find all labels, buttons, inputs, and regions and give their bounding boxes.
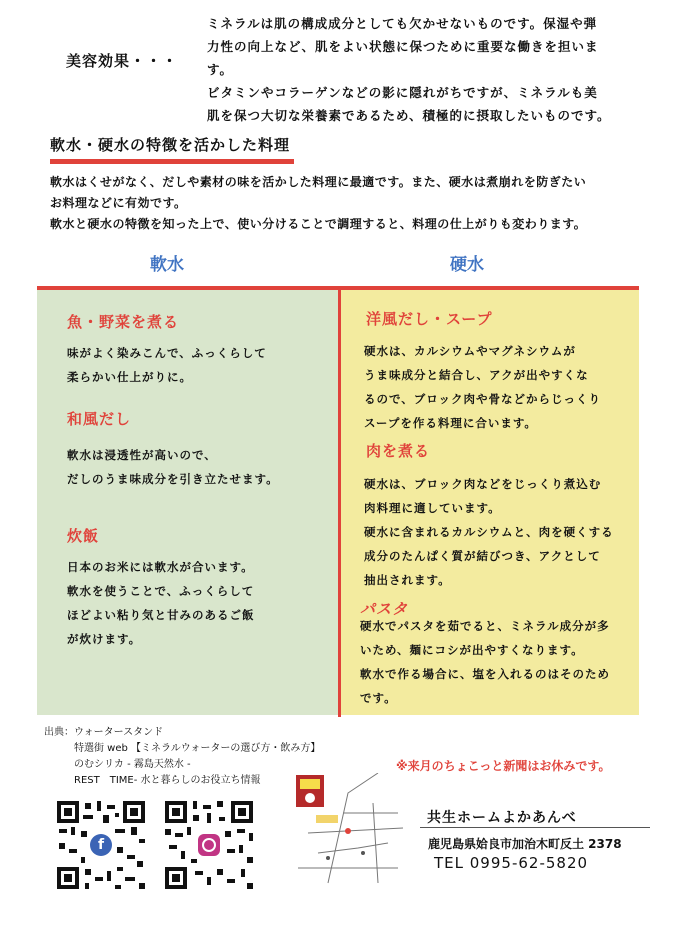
hard-item-line: 硬水でパスタを茹でると、ミネラル成分が多 (360, 619, 610, 633)
sources (44, 725, 320, 789)
beauty-text (207, 12, 662, 127)
beauty-line: ビタミンやコラーゲンなどの影に隠れがちですが、ミネラルも美 (207, 85, 598, 100)
soft-item-line: 柔らかい仕上がりに。 (67, 370, 192, 384)
beauty-line: 力性の向上など、肌をよい状態に保つために重要な働きを担いま (207, 39, 599, 54)
hard-item-line: 硬水は、ブロック肉などをじっくり煮込む (364, 477, 602, 491)
soft-water-heading: 軟水 (150, 255, 184, 275)
soft-item-text (67, 341, 327, 389)
source-line: 特選街 web 【ミネラルウォーターの選び方・飲み方】 (74, 743, 321, 754)
company-name: 共生ホームよかあんべ (427, 810, 577, 826)
intro-line: 軟水はくせがなく、だしや素材の味を活かした料理に最適です。また、硬水は煮崩れを防ぎたい (50, 175, 587, 189)
hard-item-line: 硬水に含まれるカルシウムと、肉を硬くする (364, 525, 614, 539)
soft-item-title: 和風だし (67, 410, 132, 428)
soft-item-line: 味がよく染みこんで、ふっくらして (67, 346, 267, 360)
soft-item-line: ほどよい粘り気と甘みのあるご飯 (67, 608, 255, 622)
section-title: 軟水・硬水の特徴を活かした料理 (50, 134, 294, 164)
source-line: REST TIME- 水と暮らしのお役立ち情報 (74, 775, 261, 786)
beauty-line: す。 (207, 62, 234, 77)
instagram-icon (198, 834, 220, 856)
hard-item-line: スープを作る料理に合います。 (364, 416, 537, 430)
hard-item-line: 肉料理に適しています。 (364, 501, 501, 515)
beauty-label: 美容効果・・・ (66, 52, 179, 70)
hard-item-line: いため、麺にコシが出やすくなります。 (360, 643, 584, 657)
hard-item-text (360, 614, 635, 710)
intro-line: お料理などに有効です。 (50, 196, 187, 210)
hard-item-line: るので、ブロック肉や骨などからじっくり (364, 392, 602, 406)
soft-item-text (67, 555, 327, 651)
qr-code-instagram[interactable] (163, 799, 255, 891)
hard-item-line: うま味成分と結合し、アクが出やすくな (364, 368, 589, 382)
soft-item-title: 炊飯 (67, 527, 100, 545)
notice-text: ※来月のちょこっと新聞はお休みです。 (396, 759, 611, 773)
hard-item-title: 洋風だし・スープ (366, 310, 493, 328)
source-line: のむシリカ - 霧島天然水 - (74, 759, 191, 770)
company-divider (420, 827, 650, 828)
hard-item-title: 肉を煮る (366, 442, 431, 460)
hard-item-line: 抽出されます。 (364, 573, 451, 587)
soft-item-line: 軟水を使うことで、ふっくらして (67, 584, 255, 598)
beauty-line: ミネラルは肌の構成成分としても欠かせないものです。保湿や弾 (207, 16, 598, 31)
section-intro (50, 172, 650, 235)
company-address: 鹿児島県姶良市加治木町反土 2378 (428, 837, 622, 851)
facebook-icon: f (90, 834, 112, 856)
hard-item-line: 硬水は、カルシウムやマグネシウムが (364, 344, 576, 358)
intro-line: 軟水と硬水の特徴を知った上で、使い分けることで調理すると、料理の仕上がりも変わります。 (50, 217, 587, 231)
soft-item-line: 日本のお米には軟水が合います。 (67, 560, 254, 574)
beauty-line: 肌を保つ大切な栄養素であるため、積極的に摂取したいものです。 (207, 108, 611, 123)
hard-item-line: です。 (360, 691, 397, 705)
company-tel[interactable]: TEL 0995-62-5820 (434, 854, 589, 872)
hard-item-line: 成分のたんぱく質が結びつき、アクとして (364, 549, 601, 563)
location-map[interactable] (288, 773, 408, 888)
soft-item-line: 軟水は浸透性が高いので、 (67, 448, 217, 462)
soft-item-title: 魚・野菜を煮る (67, 313, 180, 331)
soft-item-line: だしのうま味成分を引き立たせます。 (67, 472, 279, 486)
hard-item-text (364, 472, 634, 592)
panel-divider (338, 289, 341, 717)
source-line: 出典：ウォータースタンド (44, 727, 164, 738)
hard-item-text (364, 339, 634, 435)
hard-water-heading: 硬水 (450, 255, 484, 275)
soft-item-text (67, 443, 327, 491)
soft-item-line: が炊けます。 (67, 632, 142, 646)
qr-code-facebook[interactable] (55, 799, 147, 891)
hard-item-line: 軟水で作る場合に、塩を入れるのはそのため (360, 667, 610, 681)
hard-item-title: パスタ (360, 600, 409, 618)
